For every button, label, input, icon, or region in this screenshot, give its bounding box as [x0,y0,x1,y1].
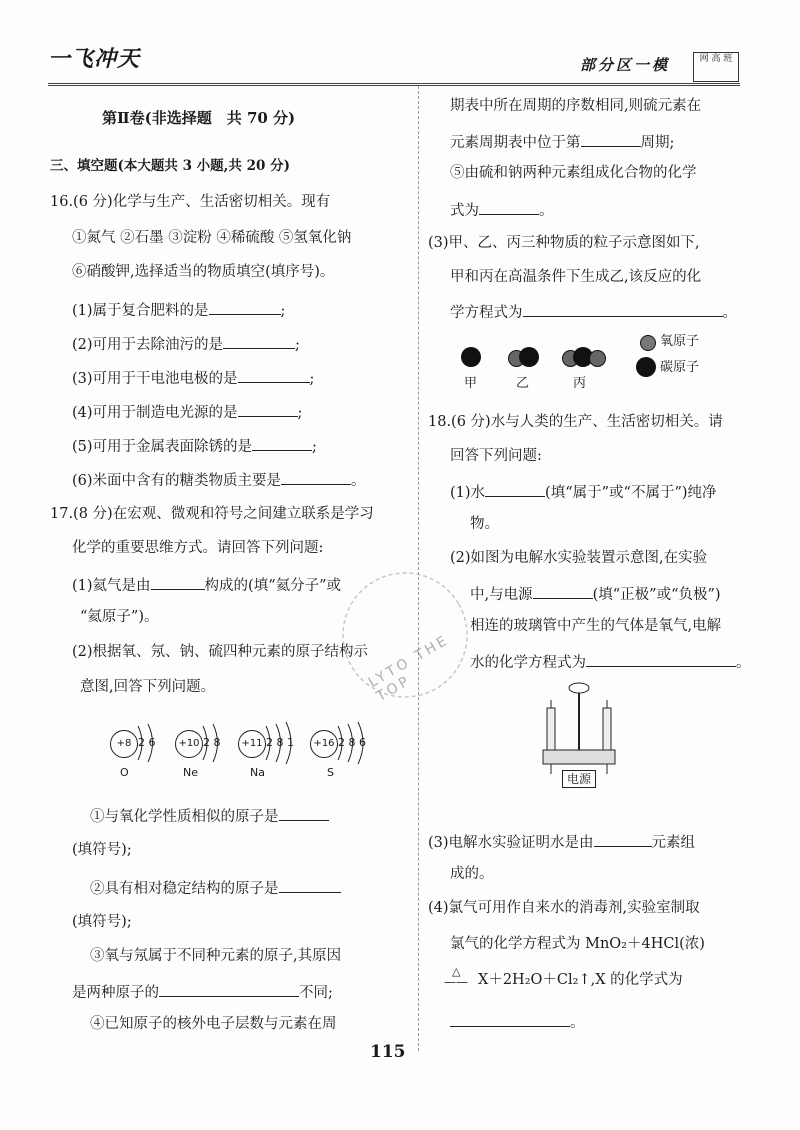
particle-label-jia: 甲 [464,376,478,391]
q18-p4-line3: X＋2H₂O＋Cl₂↑,X 的化学式为 [478,972,683,988]
q17-stem-1: 17.(8 分)在宏观、微观和符号之间建立联系是学习 [50,506,374,522]
q18-p2-line3: 相连的玻璃管中产生的气体是氧气,电解 [470,618,722,634]
answer-blank[interactable] [450,1010,570,1027]
section-title: 第Ⅱ卷(非选择题 共 70 分) [102,109,296,127]
q18-p3: (3)电解水实验证明水是由 元素组 [428,830,695,853]
q16-item-5: (5)可用于金属表面除锈的是 ; [72,434,317,457]
particle-label-bing: 丙 [573,376,587,391]
q17-p2-line1: (2)根据氧、氖、钠、硫四种元素的原子结构示 [72,644,369,660]
answer-blank[interactable] [533,582,593,599]
power-supply-label: 电源 [562,770,596,788]
q18-p2-line2: 中,与电源 (填“正极”或“负极”) [470,582,721,605]
q16-stem: 16.(6 分)化学与生产、生活密切相关。现有 [50,194,331,210]
q16-item-6: (6)米面中含有的糖类物质主要是 。 [72,468,366,491]
q17-p2-line2: 意图,回答下列问题。 [80,679,216,695]
particle-jia [461,347,481,367]
q17-s4-line2: 期表中所在周期的序数相同,则硫元素在 [450,98,702,114]
answer-blank[interactable] [281,468,351,485]
legend-carbon-icon [636,357,656,377]
legend-carbon-label: 碳原子 [660,360,700,375]
q16-item-4: (4)可用于制造电光源的是 ; [72,400,302,423]
section-subtitle: 三、填空题(本大题共 3 小题,共 20 分) [50,158,290,174]
q17-s2-line1: ②具有相对稳定结构的原子是 [90,876,341,899]
q18-p1: (1)水 (填“属于”或“不属于”)纯净 [450,480,717,503]
answer-blank[interactable] [223,332,295,349]
answer-blank[interactable] [479,198,539,215]
q18-p3-line2: 成的。 [450,866,494,882]
q17-p1-line1: (1)氦气是由 构成的(填“氦分子”或 [72,573,341,596]
q18-p4-line1: (4)氯气可用作自来水的消毒剂,实验室制取 [428,900,700,916]
watermark-text: LYTO THE TOP [365,631,453,705]
q17-s1-line1: ①与氧化学性质相似的原子是 [90,804,329,827]
q17-p3-line2: 甲和丙在高温条件下生成乙,该反应的化 [450,269,702,285]
q17-stem-2: 化学的重要思维方式。请回答下列问题: [72,540,324,556]
equation-arrow-line: —— [444,975,468,989]
heating-condition: △ [452,965,461,978]
q17-s2-line2: (填符号); [72,914,132,930]
answer-blank[interactable] [279,876,341,893]
answer-blank[interactable] [586,650,736,667]
electrolysis-apparatus-drawing [535,680,625,780]
q16-item-2: (2)可用于去除油污的是 ; [72,332,300,355]
q17-p1-line2: “氦原子”)。 [80,609,159,625]
q17-s4-line1: ④已知原子的核外电子层数与元素在周 [90,1016,337,1032]
q17-s5-line2: 式为 。 [450,198,554,221]
q17-s3-line1: ③氧与氖属于不同种元素的原子,其原因 [90,948,342,964]
answer-blank[interactable] [581,130,641,147]
header-rule [48,83,740,86]
q17-p3-line3: 学方程式为 。 [450,300,737,323]
q18-p2-line4: 水的化学方程式为 。 [470,650,751,673]
legend-oxygen-icon [640,335,656,351]
answer-blank[interactable] [485,480,545,497]
header-exam-title: 部分区一模 [580,56,671,74]
answer-blank[interactable] [252,434,312,451]
q16-options-2: ⑥硝酸钾,选择适当的物质填空(填序号)。 [72,264,335,280]
q16-item-3: (3)可用于干电池电极的是 ; [72,366,314,389]
carbon-atom [519,347,539,367]
answer-blank[interactable] [523,300,723,317]
answer-blank[interactable] [238,366,310,383]
q17-s3-line2: 是两种原子的 不同; [72,980,333,1003]
q18-stem-2: 回答下列问题: [450,448,542,464]
answer-blank[interactable] [279,804,329,821]
q18-p4-answer: 。 [450,1010,585,1033]
answer-blank[interactable] [238,400,298,417]
oxygen-atom [589,350,606,367]
q16-options-1: ①氮气 ②石墨 ③淀粉 ④稀硫酸 ⑤氢氧化钠 [72,230,352,246]
answer-blank[interactable] [594,830,652,847]
answer-blank[interactable] [209,298,281,315]
q18-stem-1: 18.(6 分)水与人类的生产、生活密切相关。请 [428,414,723,430]
particle-label-yi: 乙 [516,376,530,391]
q18-p2-line1: (2)如图为电解水实验装置示意图,在实验 [450,550,708,566]
legend-oxygen-label: 氧原子 [660,334,700,349]
q17-s5-line1: ⑤由硫和钠两种元素组成化合物的化学 [450,165,697,181]
q18-p1-line2: 物。 [470,516,499,532]
q17-p3-line1: (3)甲、乙、丙三种物质的粒子示意图如下, [428,235,700,251]
q17-s1-line2: (填符号); [72,842,132,858]
header-logo: 一飞冲天 [48,46,141,72]
q16-item-1: (1)属于复合肥料的是 ; [72,298,285,321]
header-box: 网 高 班 [693,52,739,82]
answer-blank[interactable] [159,980,299,997]
q18-p4-line2: 氯气的化学方程式为 MnO₂＋4HCl(浓) [450,936,705,952]
q17-s4-line3: 元素周期表中位于第 周期; [450,130,674,153]
answer-blank[interactable] [151,573,205,590]
page-number: 115 [370,1042,406,1062]
